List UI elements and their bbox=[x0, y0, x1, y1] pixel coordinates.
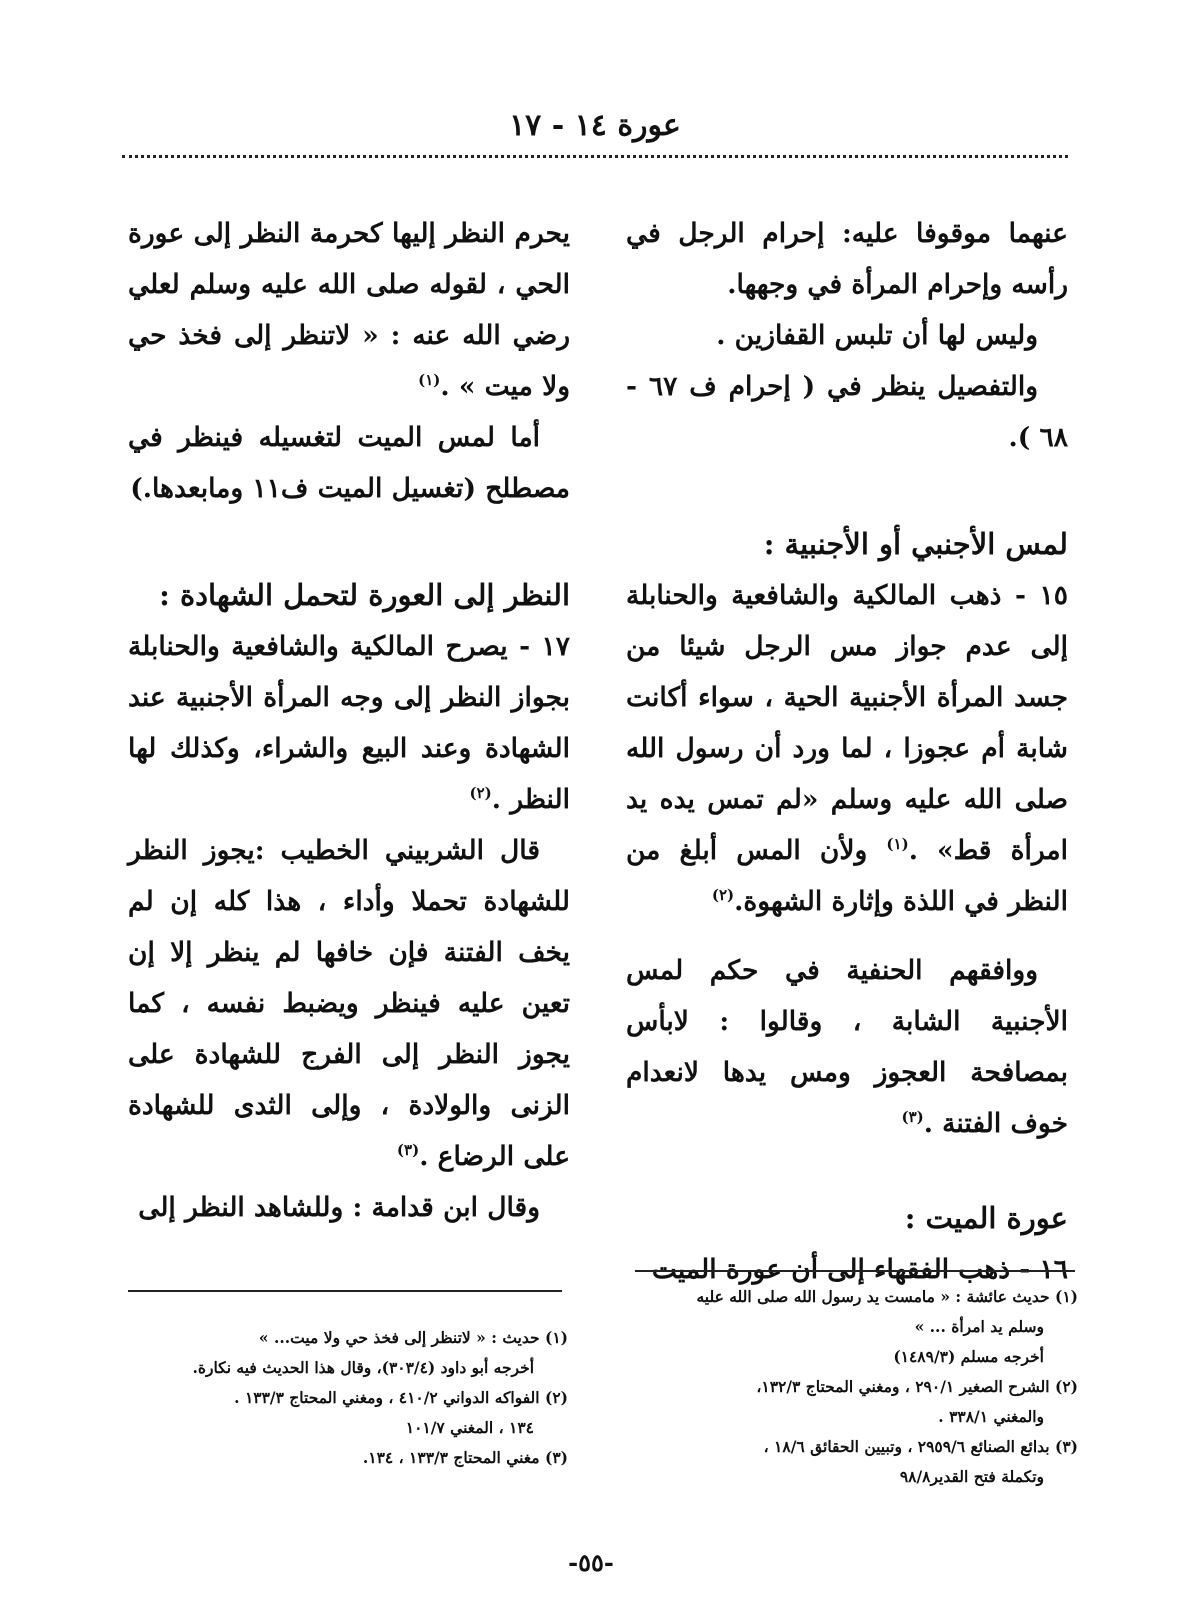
paragraph-text: ١٧ - يصرح المالكية والشافعية والحنابلة بجواز النظر إلى وجه المرأة الأجنبية عند الشهادة وعند البيع والشراء، وكذلك لها النظر . bbox=[128, 631, 570, 815]
footnote-continuation: والمغني ٣٣٨/١ . bbox=[938, 1407, 1044, 1426]
paragraph: وليس لها أن تلبس القفازين . bbox=[716, 320, 1038, 351]
paragraph: عنهما موقوفا عليه: إحرام الرجل في رأسه وإحرام المرأة في وجهها. bbox=[626, 218, 1068, 300]
footnote: (٣) بدائع الصنائع ٢٩٥٩/٦ ، وتبيين الحقائق ١٨/٦ ، bbox=[763, 1437, 1078, 1456]
paragraph-text: ولأن المس أبلغ من النظر في اللذة وإثارة الشهوة. bbox=[626, 835, 1068, 917]
section-heading: لمس الأجنبي أو الأجنبية : bbox=[763, 527, 1068, 561]
running-header: عورة ١٤ - ١٧ bbox=[509, 108, 681, 143]
footnote-continuation: ١٣٤ ، المغني ١٠١/٧ bbox=[405, 1418, 534, 1437]
footnote-ref: (٣) bbox=[396, 1141, 420, 1160]
paragraph: والتفصيل ينظر في ( إحرام ف ٦٧ - ٦٨ ). bbox=[626, 371, 1068, 453]
section-heading: النظر إلى العورة لتحمل الشهادة : bbox=[159, 578, 570, 612]
footnote-ref: (١) bbox=[886, 835, 909, 854]
footnote: (٢) الفواكه الدواني ٤١٠/٢ ، ومغني المحتاج ١٣٣/٣ . bbox=[234, 1388, 568, 1407]
paragraph bbox=[128, 621, 570, 825]
paragraph-text: ووافقهم الحنفية في حكم لمس الأجنبية الشابة ، وقالوا : لابأس بمصافحة العجوز ومس يدها لانعدام خوف الفتنة . bbox=[626, 955, 1068, 1139]
footnote-continuation: أخرجه أبو داود (٣٠٣/٤)، وقال هذا الحديث فيه نكارة. bbox=[192, 1358, 534, 1377]
paragraph bbox=[626, 570, 1068, 927]
paragraph-text: ١٥ - ذهب المالكية والشافعية والحنابلة إلى عدم جواز مس الرجل شيئا من جسد المرأة الأجنبية الحية ، سواء أكانت شابة أم عجوزا ، لما ورد أن رسول الله صلى الله عليه وسلم «لم تمس يده يد امرأة قط» . bbox=[626, 580, 1068, 866]
left-column bbox=[128, 208, 570, 1233]
footnote-rule bbox=[128, 1290, 562, 1292]
page-number: -٥٥- bbox=[568, 1548, 614, 1577]
footnote-continuation: وتكملة فتح القدير٩٨/٨ bbox=[899, 1467, 1044, 1486]
footnote: (٢) الشرح الصغير ٢٩٠/١ ، ومغني المحتاج ١٣٢/٣، bbox=[756, 1377, 1078, 1396]
footnote-ref: (٢) bbox=[711, 886, 735, 905]
footnote-ref: (٢) bbox=[469, 784, 492, 803]
right-column bbox=[626, 208, 1068, 1295]
paragraph: وقال ابن قدامة : وللشاهد النظر إلى bbox=[138, 1192, 540, 1223]
footnote-ref: (١) bbox=[418, 371, 441, 390]
footnotes-left bbox=[122, 1323, 568, 1473]
paragraph-text: يحرم النظر إليها كحرمة النظر إلى عورة الحي ، لقوله صلى الله عليه وسلم لعلي رضي الله عنه : « لاتنظر إلى فخذ حي ولا ميت » . bbox=[128, 218, 570, 402]
section-heading: عورة الميت : bbox=[904, 1201, 1068, 1235]
footnotes-right bbox=[626, 1282, 1078, 1492]
footnote: (٣) مغني المحتاج ١٣٣/٣ ، ١٣٤. bbox=[362, 1448, 568, 1467]
footnote-rule bbox=[635, 1270, 1075, 1272]
footnote: (١) حديث : « لاتنظر إلى فخذ حي ولا ميت... » bbox=[258, 1328, 568, 1347]
paragraph: أما لمس الميت لتغسيله فينظر في مصطلح (تغسيل الميت ف١١ ومابعدها.) bbox=[128, 422, 570, 504]
paragraph bbox=[128, 208, 570, 412]
footnote: (١) حديث عائشة : « مامست يد رسول الله صلى الله عليه bbox=[696, 1287, 1078, 1306]
paragraph bbox=[128, 825, 570, 1182]
footnote-continuation: أخرجه مسلم (١٤٨٩/٣) bbox=[893, 1347, 1044, 1366]
paragraph: ١٦ - ذهب الفقهاء إلى أن عورة الميت bbox=[651, 1254, 1068, 1285]
header-dotted-rule bbox=[122, 155, 1068, 158]
paragraph bbox=[626, 945, 1068, 1149]
paragraph-text: قال الشربيني الخطيب :يجوز النظر للشهادة تحملا وأداء ، هذا كله إن لم يخف الفتنة فإن خافها لم ينظر إلا إن تعين عليه فينظر ويضبط نفسه ، كما يجوز النظر إلى الفرج للشهادة على الزنى والولادة ، وإلى الثدى للشهادة على الرضاع . bbox=[128, 835, 570, 1172]
footnote-ref: (٣) bbox=[901, 1108, 924, 1127]
footnote-continuation: وسلم يد امرأة ... » bbox=[914, 1317, 1044, 1336]
